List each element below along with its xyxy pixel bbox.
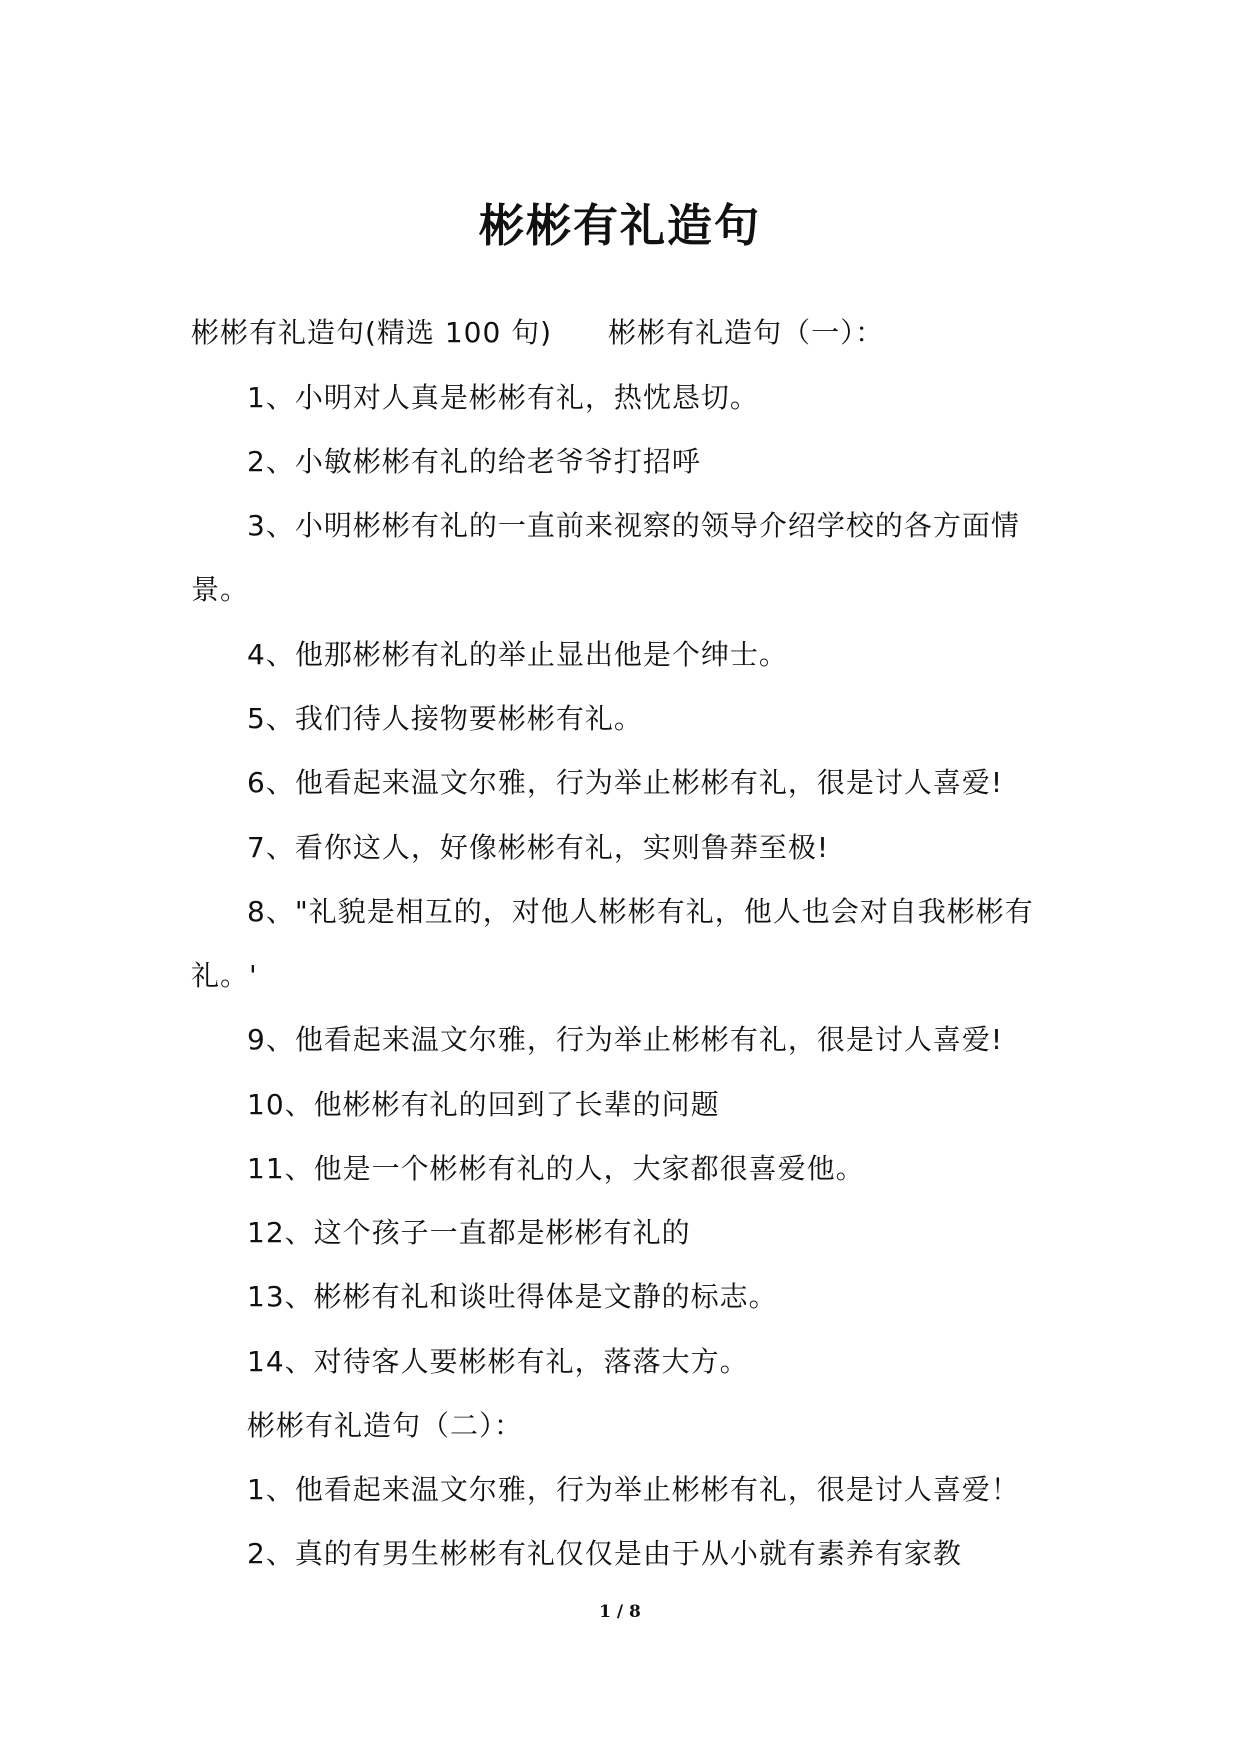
list-item: 4、他那彬彬有礼的举止显出他是个绅士。	[247, 638, 788, 671]
list-item: 7、看你这人，好像彬彬有礼，实则鲁莽至极!	[247, 831, 830, 864]
list-item: 1、小明对人真是彬彬有礼，热忱恳切。	[247, 381, 759, 414]
list-item: 8、"礼貌是相互的，对他人彬彬有礼，他人也会对自我彬彬有	[247, 895, 1034, 928]
list-item: 11、他是一个彬彬有礼的人，大家都很喜爱他。	[247, 1152, 865, 1185]
list-item: 10、他彬彬有礼的回到了长辈的问题	[247, 1088, 720, 1121]
list-item: 9、他看起来温文尔雅，行为举止彬彬有礼，很是讨人喜爱!	[247, 1023, 1004, 1056]
list-item: 2、小敏彬彬有礼的给老爷爷打招呼	[247, 445, 701, 478]
page-number: 1 / 8	[599, 1602, 641, 1622]
list-item: 1、他看起来温文尔雅，行为举止彬彬有礼，很是讨人喜爱！	[247, 1473, 1020, 1506]
list-item: 2、真的有男生彬彬有礼仅仅是由于从小就有素养有家教	[247, 1537, 962, 1570]
list-item: 6、他看起来温文尔雅，行为举止彬彬有礼，很是讨人喜爱!	[247, 766, 1004, 799]
section-heading-two: 彬彬有礼造句（二）：	[247, 1409, 524, 1442]
list-item: 13、彬彬有礼和谈吐得体是文静的标志。	[247, 1280, 778, 1313]
intro-subtitle: 彬彬有礼造句(精选 100 句)	[191, 316, 553, 349]
list-item: 5、我们待人接物要彬彬有礼。	[247, 702, 643, 735]
intro-line	[191, 313, 884, 353]
list-item: 12、这个孩子一直都是彬彬有礼的	[247, 1216, 691, 1249]
document-title: 彬彬有礼造句	[478, 199, 761, 252]
list-item-continuation: 礼。'	[191, 959, 258, 992]
list-item: 3、小明彬彬有礼的一直前来视察的领导介绍学校的各方面情	[247, 509, 1020, 542]
list-item-continuation: 景。	[191, 573, 250, 606]
section-heading-one: 彬彬有礼造句（一）：	[608, 316, 885, 349]
list-item: 14、对待客人要彬彬有礼，落落大方。	[247, 1345, 749, 1378]
